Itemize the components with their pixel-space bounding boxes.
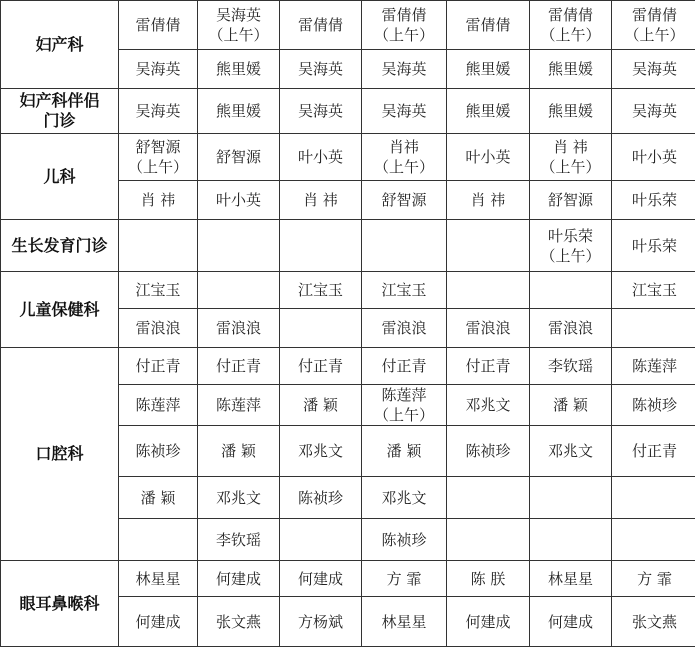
table-row xyxy=(1,348,695,385)
doctor-cell: 潘 颖 xyxy=(362,426,447,477)
doctor-cell: 熊里媛 xyxy=(198,89,280,134)
table-row xyxy=(1,1,695,50)
doctor-cell: 吴海英 xyxy=(119,50,198,89)
doctor-cell xyxy=(447,220,530,272)
doctor-cell: 陈 朕 xyxy=(447,561,530,597)
doctor-cell xyxy=(280,220,362,272)
doctor-cell xyxy=(530,519,612,561)
doctor-cell: 付正青 xyxy=(362,348,447,385)
doctor-cell: 林星星 xyxy=(530,561,612,597)
doctor-cell: 陈莲萍 （上午） xyxy=(362,385,447,426)
doctor-cell: 吴海英 xyxy=(362,50,447,89)
doctor-cell: 吴海英 xyxy=(362,89,447,134)
doctor-cell: 何建成 xyxy=(447,597,530,647)
department-name: 口腔科 xyxy=(1,348,119,561)
doctor-cell: 李钦瑶 xyxy=(198,519,280,561)
doctor-cell: 付正青 xyxy=(612,426,695,477)
doctor-cell: 陈祯珍 xyxy=(280,477,362,519)
doctor-cell xyxy=(119,220,198,272)
doctor-cell: 方杨斌 xyxy=(280,597,362,647)
doctor-cell: 雷倩倩 （上午） xyxy=(362,1,447,50)
doctor-cell: 肖 祎 xyxy=(280,181,362,220)
doctor-cell: 陈祯珍 xyxy=(447,426,530,477)
doctor-cell: 雷浪浪 xyxy=(198,309,280,348)
doctor-cell: 吴海英 xyxy=(612,89,695,134)
doctor-cell: 付正青 xyxy=(198,348,280,385)
doctor-cell: 吴海英 xyxy=(119,89,198,134)
department-name: 妇产科 xyxy=(1,1,119,89)
doctor-cell: 何建成 xyxy=(530,597,612,647)
doctor-cell: 吴海英 xyxy=(612,50,695,89)
table-row xyxy=(1,89,695,134)
doctor-cell: 江宝玉 xyxy=(612,272,695,309)
doctor-cell: 舒智源 xyxy=(362,181,447,220)
doctor-cell: 江宝玉 xyxy=(119,272,198,309)
table-row xyxy=(1,272,695,309)
doctor-cell xyxy=(362,220,447,272)
doctor-cell: 肖 祎 xyxy=(447,181,530,220)
doctor-cell: 雷倩倩 xyxy=(280,1,362,50)
doctor-cell: 方 霏 xyxy=(362,561,447,597)
doctor-cell xyxy=(612,477,695,519)
doctor-cell: 吴海英 xyxy=(280,50,362,89)
doctor-cell: 陈莲萍 xyxy=(612,348,695,385)
table-row xyxy=(1,561,695,597)
doctor-cell: 邓兆文 xyxy=(198,477,280,519)
doctor-cell: 江宝玉 xyxy=(280,272,362,309)
doctor-cell: 舒智源 （上午） xyxy=(119,134,198,181)
doctor-cell: 熊里媛 xyxy=(530,50,612,89)
doctor-cell: 张文燕 xyxy=(612,597,695,647)
doctor-cell: 邓兆文 xyxy=(530,426,612,477)
doctor-cell: 付正青 xyxy=(119,348,198,385)
doctor-cell: 陈莲萍 xyxy=(198,385,280,426)
table-row xyxy=(1,134,695,181)
doctor-cell: 雷倩倩 xyxy=(447,1,530,50)
doctor-cell: 李钦瑶 xyxy=(530,348,612,385)
doctor-cell xyxy=(447,519,530,561)
doctor-cell: 林星星 xyxy=(119,561,198,597)
table-row xyxy=(1,220,695,272)
doctor-cell: 江宝玉 xyxy=(362,272,447,309)
doctor-cell: 雷浪浪 xyxy=(119,309,198,348)
doctor-cell xyxy=(198,272,280,309)
doctor-cell: 雷浪浪 xyxy=(362,309,447,348)
schedule-body xyxy=(1,1,695,647)
doctor-cell: 肖 祎 （上午） xyxy=(530,134,612,181)
doctor-cell: 陈莲萍 xyxy=(119,385,198,426)
doctor-cell: 舒智源 xyxy=(198,134,280,181)
doctor-cell: 潘 颖 xyxy=(119,477,198,519)
department-name: 生长发育门诊 xyxy=(1,220,119,272)
doctor-cell: 叶乐荣 xyxy=(612,181,695,220)
doctor-cell: 陈祯珍 xyxy=(119,426,198,477)
doctor-cell: 邓兆文 xyxy=(280,426,362,477)
doctor-cell xyxy=(612,519,695,561)
doctor-cell xyxy=(280,309,362,348)
doctor-cell: 付正青 xyxy=(280,348,362,385)
doctor-cell: 邓兆文 xyxy=(362,477,447,519)
doctor-cell: 肖 祎 xyxy=(119,181,198,220)
doctor-cell: 潘 颖 xyxy=(280,385,362,426)
doctor-cell: 舒智源 xyxy=(530,181,612,220)
doctor-cell: 叶乐荣 （上午） xyxy=(530,220,612,272)
doctor-cell xyxy=(280,519,362,561)
doctor-cell: 林星星 xyxy=(362,597,447,647)
doctor-cell: 方 霏 xyxy=(612,561,695,597)
department-name: 妇产科伴侣 门诊 xyxy=(1,89,119,134)
doctor-cell: 雷倩倩 xyxy=(119,1,198,50)
doctor-cell: 雷浪浪 xyxy=(530,309,612,348)
doctor-cell: 熊里媛 xyxy=(530,89,612,134)
doctor-cell xyxy=(119,519,198,561)
doctor-cell: 邓兆文 xyxy=(447,385,530,426)
doctor-cell xyxy=(447,477,530,519)
doctor-cell: 熊里媛 xyxy=(447,89,530,134)
doctor-cell: 叶小英 xyxy=(612,134,695,181)
department-name: 眼耳鼻喉科 xyxy=(1,561,119,647)
doctor-cell: 肖祎 （上午） xyxy=(362,134,447,181)
doctor-cell: 雷浪浪 xyxy=(447,309,530,348)
doctor-cell xyxy=(198,220,280,272)
department-name: 儿科 xyxy=(1,134,119,220)
doctor-cell: 熊里媛 xyxy=(198,50,280,89)
doctor-cell: 叶小英 xyxy=(447,134,530,181)
doctor-cell: 叶小英 xyxy=(198,181,280,220)
doctor-cell: 陈祯珍 xyxy=(362,519,447,561)
doctor-cell: 何建成 xyxy=(198,561,280,597)
doctor-cell: 潘 颖 xyxy=(198,426,280,477)
doctor-cell: 熊里媛 xyxy=(447,50,530,89)
doctor-cell: 吴海英 xyxy=(280,89,362,134)
doctor-cell: 雷倩倩 （上午） xyxy=(530,1,612,50)
doctor-cell: 陈祯珍 xyxy=(612,385,695,426)
department-name: 儿童保健科 xyxy=(1,272,119,348)
doctor-cell xyxy=(612,309,695,348)
doctor-cell: 叶小英 xyxy=(280,134,362,181)
doctor-cell: 何建成 xyxy=(119,597,198,647)
doctor-cell xyxy=(530,272,612,309)
doctor-cell: 何建成 xyxy=(280,561,362,597)
doctor-cell: 吴海英 （上午） xyxy=(198,1,280,50)
doctor-cell xyxy=(530,477,612,519)
doctor-cell: 叶乐荣 xyxy=(612,220,695,272)
doctor-cell: 张文燕 xyxy=(198,597,280,647)
doctor-cell: 雷倩倩 （上午） xyxy=(612,1,695,50)
doctor-cell: 潘 颖 xyxy=(530,385,612,426)
doctor-cell: 付正青 xyxy=(447,348,530,385)
doctor-cell xyxy=(447,272,530,309)
